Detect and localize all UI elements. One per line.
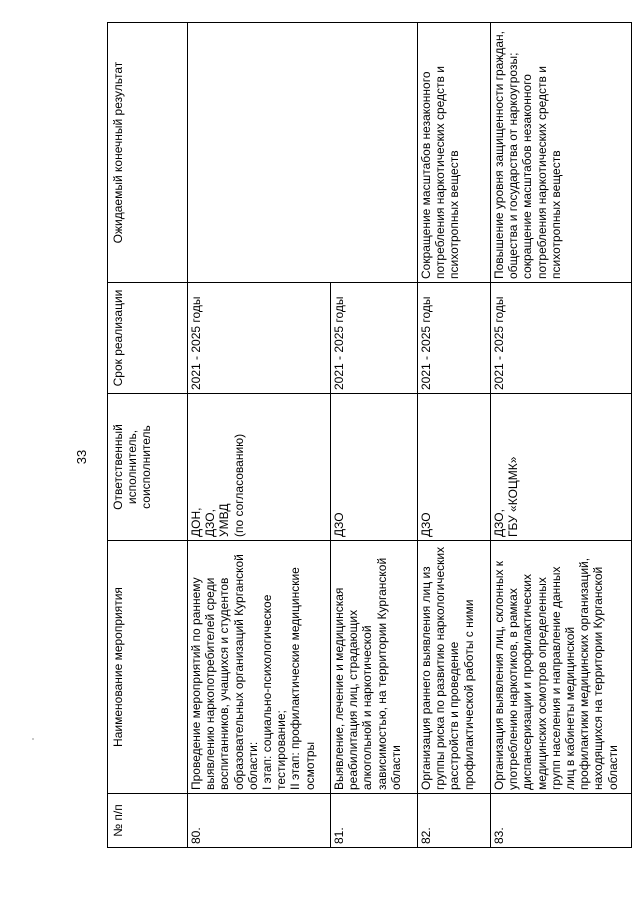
table-row	[188, 23, 331, 848]
measure-name-line: II этап: профилактические медицинские осмотры	[288, 567, 317, 790]
row-number: 81.	[331, 794, 418, 848]
header-num: № п/п	[108, 794, 188, 848]
measure-name	[491, 541, 632, 794]
page-number: 33	[74, 449, 89, 465]
responsible	[331, 394, 418, 541]
term: 2021 - 2025 годы	[418, 283, 491, 394]
measure-name-line: Организация выявления лиц, склонных к употреблению наркотиков, в рамках диспансеризации и профилактических медицинских осмотров определенных групп населения и направление данных лиц в кабинеты медицинской профилактики медицинских организаций, находящихся на территории Курганской области	[492, 557, 620, 790]
measure-name-line: I этап: социально-психологическое тестирование;	[260, 594, 289, 790]
rotated-table-container	[107, 31, 620, 848]
measure-name	[418, 541, 491, 794]
responsible-line: ДЗО	[419, 512, 433, 537]
responsible-line: (по согласованию)	[231, 433, 246, 537]
row-number: 83.	[491, 794, 632, 848]
expected-result	[331, 23, 418, 283]
responsible-line: ДЗО	[332, 512, 346, 537]
term: 2021 - 2025 годы	[331, 283, 418, 394]
measure-name-line: Проведение мероприятий по раннему выявлению наркопотребителей среди воспитанников, учащихся и студентов образовательных организаций Курганской области:	[189, 554, 260, 790]
responsible-line: ДЗО,	[492, 509, 506, 537]
table-row	[491, 23, 632, 848]
expected-result: Повышение уровня защищенности граждан, общества и государства от наркоугрозы; сокращение масштабов незаконного потребления наркотических средств и психотропных веществ	[491, 23, 632, 283]
table-row	[418, 23, 491, 848]
responsible-line: ДЗО,	[203, 509, 218, 537]
term: 2021 - 2025 годы	[188, 283, 331, 394]
responsible	[188, 394, 331, 541]
row-number: 80.	[188, 794, 331, 848]
table-row	[331, 23, 418, 848]
expected-result	[188, 23, 331, 283]
responsible-line: ГБУ «КОЦМК»	[506, 456, 521, 537]
row-number: 82.	[418, 794, 491, 848]
header-responsible: Ответственный исполнитель, соисполнитель	[108, 394, 188, 541]
table-header-row	[108, 23, 188, 848]
measure-name	[188, 541, 331, 794]
scan-speck	[32, 738, 34, 740]
measure-name-line: Выявление, лечение и медицинская реабилитация лиц, страдающих алкогольной и наркотической зависимостью, на территории Курганской области	[332, 557, 403, 790]
measures-table	[107, 22, 632, 848]
measure-name	[331, 541, 418, 794]
term: 2021 - 2025 годы	[491, 283, 632, 394]
measure-name-line: Организация раннего выявления лиц из группы риска по развитию наркологических расстройств и проведение профилактической работы с ними	[419, 546, 476, 790]
header-term: Срок реализации	[108, 283, 188, 394]
responsible-line: ДОН,	[189, 507, 203, 537]
header-result: Ожидаемый конечный результат	[108, 23, 188, 283]
header-name: Наименование мероприятия	[108, 541, 188, 794]
responsible	[491, 394, 632, 541]
expected-result: Сокращение масштабов незаконного потребления наркотических средств и психотропных веществ	[418, 23, 491, 283]
responsible	[418, 394, 491, 541]
responsible-line: УМВД	[217, 503, 232, 537]
